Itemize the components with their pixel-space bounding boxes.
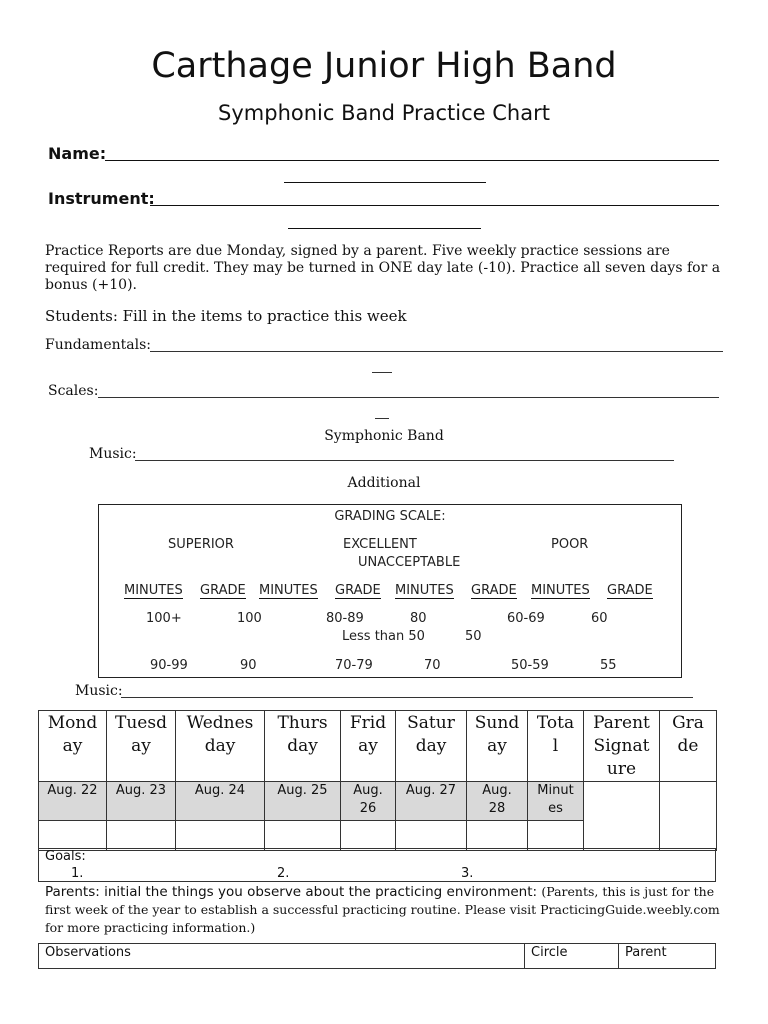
header-wednesday: Wednes day: [176, 711, 265, 782]
goals-box[interactable]: [38, 848, 716, 882]
scales-field-line[interactable]: [98, 397, 719, 398]
minutes-total[interactable]: [528, 821, 584, 851]
date-wednesday: Aug. 24: [176, 782, 265, 821]
minutes-wednesday[interactable]: [176, 821, 265, 851]
excellent-grade-low: 70: [424, 658, 441, 673]
level-superior: SUPERIOR: [168, 537, 234, 552]
col-grade-2: GRADE: [335, 583, 381, 598]
date-monday: Aug. 22: [39, 782, 107, 821]
header-total: Tota l: [528, 711, 584, 782]
day-header-row: [39, 711, 717, 782]
date-friday: Aug. 26: [341, 782, 396, 821]
date-tuesday: Aug. 23: [107, 782, 176, 821]
level-excellent: EXCELLENT: [343, 537, 417, 552]
excellent-grade-high: 80: [410, 611, 427, 626]
students-instruction: Students: Fill in the items to practice this week: [45, 307, 407, 325]
superior-minutes-low: 90-99: [150, 658, 188, 673]
additional-label: Additional: [347, 475, 421, 491]
name-field-line[interactable]: [105, 160, 719, 161]
col-grade-1: GRADE: [200, 583, 246, 598]
superior-minutes-high: 100+: [146, 611, 182, 626]
poor-grade-high: 60: [591, 611, 608, 626]
fundamentals-label: Fundamentals:: [45, 337, 151, 353]
poor-minutes-low: 50-59: [511, 658, 549, 673]
col-minutes-4: MINUTES: [531, 583, 590, 598]
weekly-practice-table: [38, 710, 717, 851]
goal-3-number: 3.: [461, 866, 474, 881]
date-sunday: Aug. 28: [467, 782, 528, 821]
goals-label: Goals:: [45, 849, 86, 864]
symphonic-band-label: Symphonic Band: [324, 428, 444, 444]
parent-header: Parent: [625, 945, 667, 960]
date-saturday: Aug. 27: [396, 782, 467, 821]
instructions-paragraph: Practice Reports are due Monday, signed by a parent. Five weekly practice sessions are required for full credit. They may be turned in ONE day late (-10). Practice all seven days for a bonus (+10).: [45, 243, 721, 293]
name-label: Name:: [48, 144, 107, 163]
observations-header: Observations: [39, 944, 525, 968]
superior-grade-high: 100: [237, 611, 262, 626]
parent-signature-cell[interactable]: [584, 782, 660, 851]
parents-note-lead: Parents: initial the things you observe about the practicing environment:: [45, 884, 542, 900]
instrument-field-line[interactable]: [150, 205, 719, 206]
date-row: [39, 782, 717, 821]
instrument-label: Instrument:: [48, 189, 155, 208]
music-label-symphonic: Music:: [89, 446, 137, 462]
instrument-field-line-continued[interactable]: [288, 228, 481, 229]
date-thursday: Aug. 25: [265, 782, 341, 821]
goal-2-number: 2.: [277, 866, 290, 881]
excellent-minutes-low: 70-79: [335, 658, 373, 673]
minutes-tuesday[interactable]: [107, 821, 176, 851]
minutes-saturday[interactable]: [396, 821, 467, 851]
scales-field-line-continued[interactable]: [375, 418, 389, 419]
level-poor: POOR: [551, 537, 589, 552]
excellent-minutes-high: 80-89: [326, 611, 364, 626]
header-grade: Gra de: [660, 711, 717, 782]
goal-1-number: 1.: [71, 866, 84, 881]
additional-music-field-line[interactable]: [121, 697, 693, 698]
col-minutes-3: MINUTES: [395, 583, 454, 598]
minutes-thursday[interactable]: [265, 821, 341, 851]
header-parent-signature: Parent Signat ure: [584, 711, 660, 782]
level-unacceptable: UNACCEPTABLE: [358, 555, 461, 570]
header-friday: Frid ay: [341, 711, 396, 782]
fundamentals-field-line-continued[interactable]: [372, 372, 392, 373]
header-thursday: Thurs day: [265, 711, 341, 782]
header-tuesday: Tuesd ay: [107, 711, 176, 782]
grade-cell[interactable]: [660, 782, 717, 851]
fundamentals-field-line[interactable]: [150, 351, 723, 352]
header-sunday: Sund ay: [467, 711, 528, 782]
minutes-friday[interactable]: [341, 821, 396, 851]
poor-grade-low: 55: [600, 658, 617, 673]
unacceptable-grade: 50: [465, 629, 482, 644]
poor-minutes-high: 60-69: [507, 611, 545, 626]
minutes-sunday[interactable]: [467, 821, 528, 851]
header-saturday: Satur day: [396, 711, 467, 782]
total-minutes-label: Minut es: [528, 782, 584, 821]
page-subtitle: Symphonic Band Practice Chart: [218, 101, 550, 125]
scales-label: Scales:: [48, 383, 99, 399]
name-field-line-continued[interactable]: [284, 182, 486, 183]
circle-header: Circle: [525, 944, 619, 968]
grading-scale-title: GRADING SCALE:: [334, 509, 446, 524]
superior-grade-low: 90: [240, 658, 257, 673]
parents-note: [45, 883, 735, 937]
grading-scale-box: [98, 504, 682, 678]
parents-note-detail: (Parents, this is just for the first week of the year to establish a successful practicing routine. Please visit PracticingGuide.weebly.com for more practicing information.): [45, 884, 720, 935]
col-minutes-2: MINUTES: [259, 583, 318, 598]
col-grade-4: GRADE: [607, 583, 653, 598]
unacceptable-minutes: Less than 50: [342, 629, 425, 644]
col-grade-3: GRADE: [471, 583, 517, 598]
col-minutes-1: MINUTES: [124, 583, 183, 598]
page-title: Carthage Junior High Band: [151, 46, 617, 86]
minutes-monday[interactable]: [39, 821, 107, 851]
symphonic-music-field-line[interactable]: [135, 460, 674, 461]
music-label-additional: Music:: [75, 683, 123, 699]
header-monday: Mond ay: [39, 711, 107, 782]
observations-table: [38, 943, 716, 969]
